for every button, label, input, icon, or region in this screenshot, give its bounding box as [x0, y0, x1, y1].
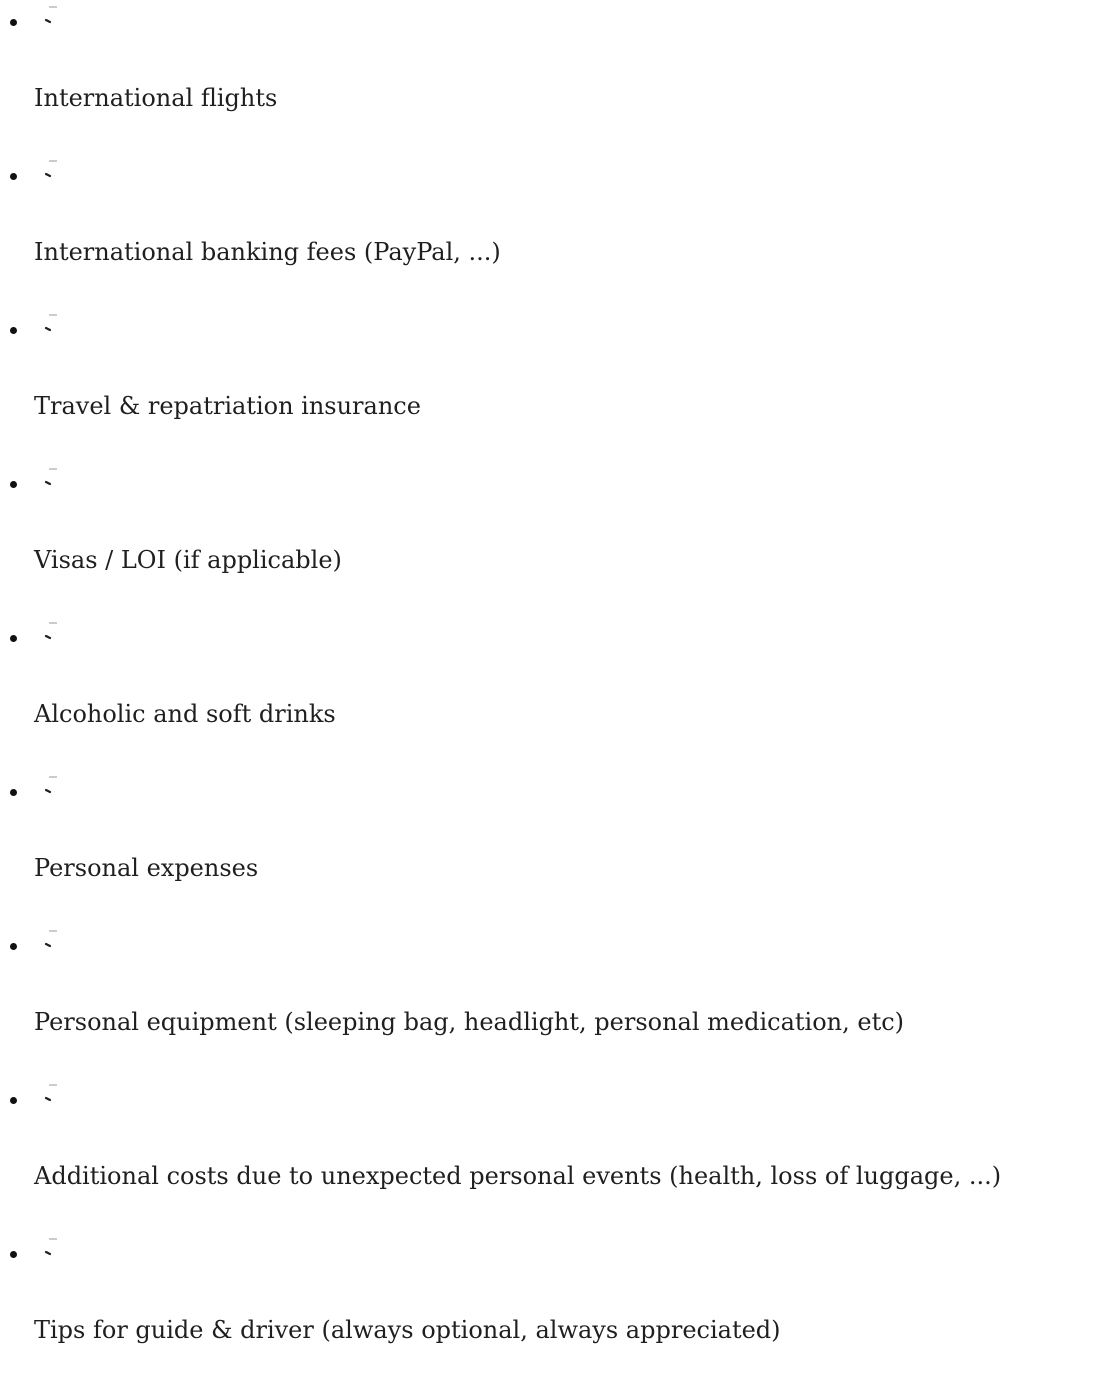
bullet-icon — [10, 635, 17, 642]
bullet-icon — [10, 1251, 17, 1258]
list-item — [0, 154, 1101, 308]
small-placeholder-icon — [44, 1236, 64, 1264]
bullet-icon — [10, 173, 17, 180]
list-item-label: Tips for guide & driver (always optional, always appreciated) — [34, 1316, 781, 1344]
list-item-label: Travel & repatriation insurance — [34, 392, 421, 420]
list-item — [0, 308, 1101, 462]
list-item — [0, 770, 1101, 924]
bullet-icon — [10, 481, 17, 488]
list-item-label: International flights — [34, 84, 278, 112]
small-placeholder-icon — [44, 312, 64, 340]
list-item — [0, 462, 1101, 616]
small-placeholder-icon — [44, 466, 64, 494]
list-item-label: International banking fees (PayPal, ...) — [34, 238, 501, 266]
list-item-label: Personal equipment (sleeping bag, headlight, personal medication, etc) — [34, 1008, 905, 1036]
bullet-icon — [10, 943, 17, 950]
small-placeholder-icon — [44, 620, 64, 648]
small-placeholder-icon — [44, 4, 64, 32]
list-item — [0, 1232, 1101, 1386]
list-item — [0, 924, 1101, 1078]
bullet-icon — [10, 327, 17, 334]
list-item — [0, 616, 1101, 770]
list-item — [0, 1078, 1101, 1232]
small-placeholder-icon — [44, 1082, 64, 1110]
list-item-label: Personal expenses — [34, 854, 259, 882]
bullet-icon — [10, 19, 17, 26]
list-item-label: Alcoholic and soft drinks — [34, 700, 336, 728]
bullet-icon — [10, 1097, 17, 1104]
small-placeholder-icon — [44, 928, 64, 956]
small-placeholder-icon — [44, 774, 64, 802]
list-item-label: Visas / LOI (if applicable) — [34, 546, 342, 574]
small-placeholder-icon — [44, 158, 64, 186]
bullet-icon — [10, 789, 17, 796]
list-item — [0, 0, 1101, 154]
list-item-label: Additional costs due to unexpected personal events (health, loss of luggage, ...) — [34, 1162, 1002, 1190]
